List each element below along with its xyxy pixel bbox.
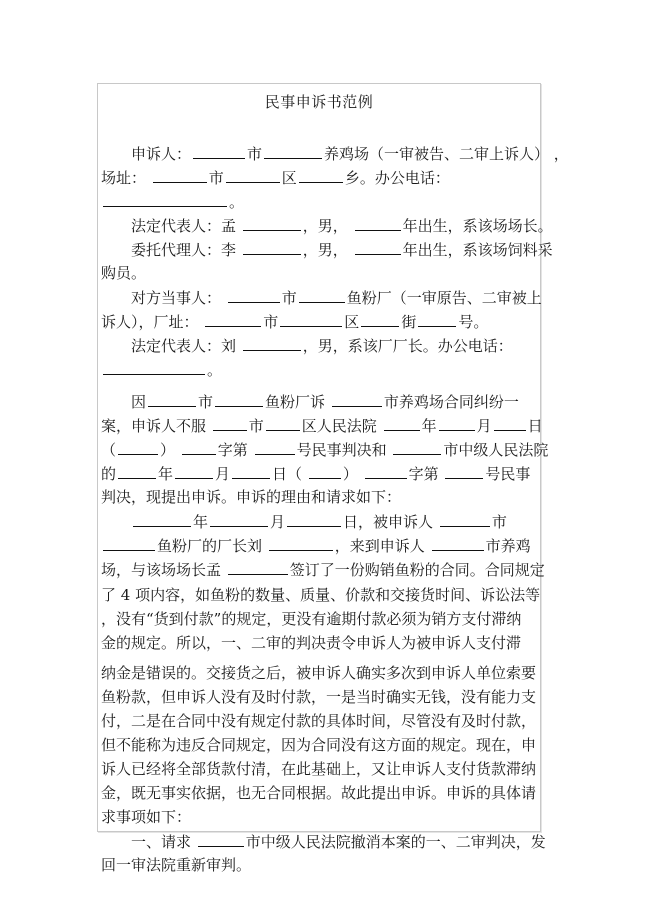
text-line: [101, 688, 536, 706]
fill-in-blank: [243, 216, 301, 231]
fill-in-blank: [118, 464, 156, 479]
fill-in-blank: [384, 416, 420, 431]
fill-in-blank: [332, 392, 382, 407]
text-segment: 年: [193, 513, 209, 531]
text-segment: 市中级人民法院撤消本案的一、二审判决，发: [245, 833, 546, 851]
text-segment: 场，与该场场长孟: [101, 561, 226, 579]
document-title: 民事申诉书范例: [264, 93, 374, 111]
text-segment: 委托代理人：李: [131, 241, 241, 259]
fill-in-blank: [393, 440, 441, 455]
text-segment: 签订了一份购销鱼粉的合同。合同规定: [289, 561, 545, 579]
text-segment: 乡。办公电话：: [344, 169, 450, 187]
text-line: [101, 264, 146, 282]
fill-in-blank: [243, 336, 301, 351]
fill-in-blank: [175, 464, 213, 479]
text-segment: 年出生，系该场饲料采: [402, 241, 553, 259]
text-segment: 金的规定。所以，一、二审的判决责令申诉人为被申诉人支付滞: [101, 634, 522, 652]
fill-in-blank: [264, 144, 322, 159]
text-line: [101, 440, 548, 459]
text-segment: 市养鸡: [485, 537, 531, 555]
text-segment: ，没有“货到付款”的规定，更没有逾期付款必须为销方支付滞纳: [101, 610, 522, 628]
fill-in-blank: [103, 536, 155, 551]
fill-in-blank: [280, 312, 342, 327]
text-segment: 市: [491, 513, 507, 531]
text-line: [101, 784, 536, 802]
fill-in-blank: [266, 416, 300, 431]
text-segment: 日: [527, 417, 543, 435]
text-line: [101, 392, 519, 411]
text-segment: ）: [160, 441, 180, 459]
text-segment: 字第: [408, 465, 444, 483]
text-segment: 号民事判决和: [296, 441, 392, 459]
fill-in-blank: [440, 512, 490, 527]
fill-in-blank: [445, 464, 483, 479]
fill-in-blank: [299, 288, 345, 303]
fill-in-blank: [226, 168, 280, 183]
text-segment: 金，既无事实依据，也无合同根据。故此提出申诉。申诉的具体请: [101, 784, 537, 802]
fill-in-blank: [439, 416, 475, 431]
text-segment: ，男，: [302, 217, 353, 235]
text-line: [101, 536, 531, 555]
fill-in-blank: [232, 464, 270, 479]
text-segment: 一、请求: [131, 833, 196, 851]
text-segment: ，男，系该厂厂长。办公电话：: [302, 337, 513, 355]
text-line: [101, 464, 530, 483]
text-segment: 市: [281, 289, 297, 307]
fill-in-blank: [243, 240, 301, 255]
text-segment: 。: [207, 361, 223, 379]
text-segment: 月: [215, 465, 231, 483]
text-segment: 市: [247, 145, 263, 163]
text-segment: 付，二是在合同中没有规定付款的具体时间，尽管没有及时付款，: [101, 712, 537, 730]
text-segment: 字第: [217, 441, 253, 459]
fill-in-blank: [205, 312, 261, 327]
text-segment: 因: [131, 393, 147, 411]
text-segment: 了 4 项内容，如鱼粉的数量、质量、价款和交接货时间、诉讼法等: [101, 586, 541, 604]
text-line: [101, 586, 540, 604]
fill-in-blank: [255, 440, 295, 455]
text-line: [101, 192, 244, 211]
fill-in-blank: [287, 512, 341, 527]
text-segment: 对方当事人：: [131, 289, 226, 307]
text-line: [101, 240, 553, 259]
text-segment: 。: [229, 193, 245, 211]
fill-in-blank: [269, 536, 333, 551]
text-segment: 场址：: [101, 169, 151, 187]
text-segment: 月: [270, 513, 286, 531]
fill-in-blank: [418, 312, 456, 327]
text-segment: 区: [344, 313, 360, 331]
text-segment: 日，被申诉人: [343, 513, 438, 531]
text-segment: 求事项如下：: [101, 808, 192, 826]
text-line: [101, 560, 545, 579]
text-segment: 年: [421, 417, 437, 435]
text-segment: 案，申诉人不服: [101, 417, 211, 435]
text-segment: 街: [401, 313, 417, 331]
text-segment: 判决，现提出申诉。申诉的理由和请求如下：: [101, 488, 402, 506]
text-segment: 月: [476, 417, 492, 435]
text-line: [101, 168, 450, 187]
fill-in-blank: [133, 512, 191, 527]
text-line: [101, 634, 521, 652]
text-line: [101, 712, 536, 730]
fill-in-blank: [213, 416, 247, 431]
fill-in-blank: [103, 360, 205, 375]
text-segment: 回一审法院重新审判。: [101, 856, 252, 874]
text-line: [101, 664, 536, 682]
fill-in-blank: [432, 536, 484, 551]
text-line: [101, 288, 542, 307]
text-segment: 鱼粉厂（一审原告、二审被上: [346, 289, 542, 307]
text-segment: 区人民法院: [301, 417, 382, 435]
text-line: [101, 808, 191, 826]
text-line: [101, 144, 569, 163]
fill-in-blank: [153, 168, 207, 183]
text-segment: 养鸡场（一审被告、二审上诉人） ，: [324, 145, 569, 163]
text-line: [101, 760, 536, 778]
text-segment: 市: [208, 169, 224, 187]
fill-in-blank: [210, 512, 268, 527]
text-segment: 法定代表人：孟: [131, 217, 241, 235]
fill-in-blank: [148, 392, 196, 407]
text-segment: 年: [158, 465, 174, 483]
text-segment: 市: [198, 393, 214, 411]
text-line: [101, 856, 251, 874]
text-segment: 鱼粉厂的厂长刘: [157, 537, 267, 555]
text-line: [101, 336, 513, 355]
text-segment: 但不能称为违反合同规定，因为合同没有这方面的规定。现在，申: [101, 736, 537, 754]
fill-in-blank: [494, 416, 526, 431]
text-segment: 号民事: [485, 465, 531, 483]
text-segment: 申诉人：: [131, 145, 192, 163]
text-line: [101, 736, 536, 754]
text-line: [101, 416, 543, 435]
text-segment: 纳金是错误的。交接货之后，被申诉人确实多次到申诉人单位索要: [101, 664, 537, 682]
text-segment: 日（: [272, 465, 307, 483]
fill-in-blank: [215, 392, 263, 407]
text-segment: （: [101, 441, 117, 459]
fill-in-blank: [299, 168, 343, 183]
text-segment: 法定代表人：刘: [131, 337, 241, 355]
fill-in-blank: [198, 832, 244, 847]
text-line: [101, 360, 222, 379]
text-segment: 鱼粉厂诉: [265, 393, 330, 411]
fill-in-blank: [118, 440, 158, 455]
text-line: [101, 832, 546, 851]
fill-in-blank: [193, 144, 245, 159]
text-segment: 市中级人民法院: [443, 441, 549, 459]
text-line: [101, 610, 521, 628]
text-segment: 诉人），厂址：: [101, 313, 204, 331]
fill-in-blank: [309, 464, 341, 479]
text-segment: ，男，: [302, 241, 353, 259]
text-segment: 年出生，系该场场长。: [402, 217, 553, 235]
text-line: [101, 488, 401, 506]
text-line: [101, 512, 507, 531]
text-segment: 诉人已经将全部货款付清，在此基础上，又让申诉人支付货款滞纳: [101, 760, 537, 778]
fill-in-blank: [365, 464, 407, 479]
fill-in-blank: [361, 312, 399, 327]
text-line: [101, 312, 488, 331]
text-line: [101, 216, 553, 235]
fill-in-blank: [355, 216, 401, 231]
text-segment: 鱼粉款，但申诉人没有及时付款，一是当时确实无钱，没有能力支: [101, 688, 537, 706]
fill-in-blank: [182, 440, 216, 455]
text-segment: 号。: [458, 313, 489, 331]
fill-in-blank: [228, 560, 288, 575]
fill-in-blank: [103, 192, 227, 207]
text-segment: 购员。: [101, 264, 147, 282]
text-segment: 市养鸡场合同纠纷一: [383, 393, 519, 411]
fill-in-blank: [355, 240, 401, 255]
text-segment: 市: [248, 417, 264, 435]
text-segment: ，来到申诉人: [334, 537, 430, 555]
fill-in-blank: [228, 288, 280, 303]
text-segment: 区: [281, 169, 297, 187]
text-segment: ）: [342, 465, 363, 483]
text-segment: 的: [101, 465, 117, 483]
text-segment: 市: [263, 313, 279, 331]
document-page: [97, 83, 569, 874]
